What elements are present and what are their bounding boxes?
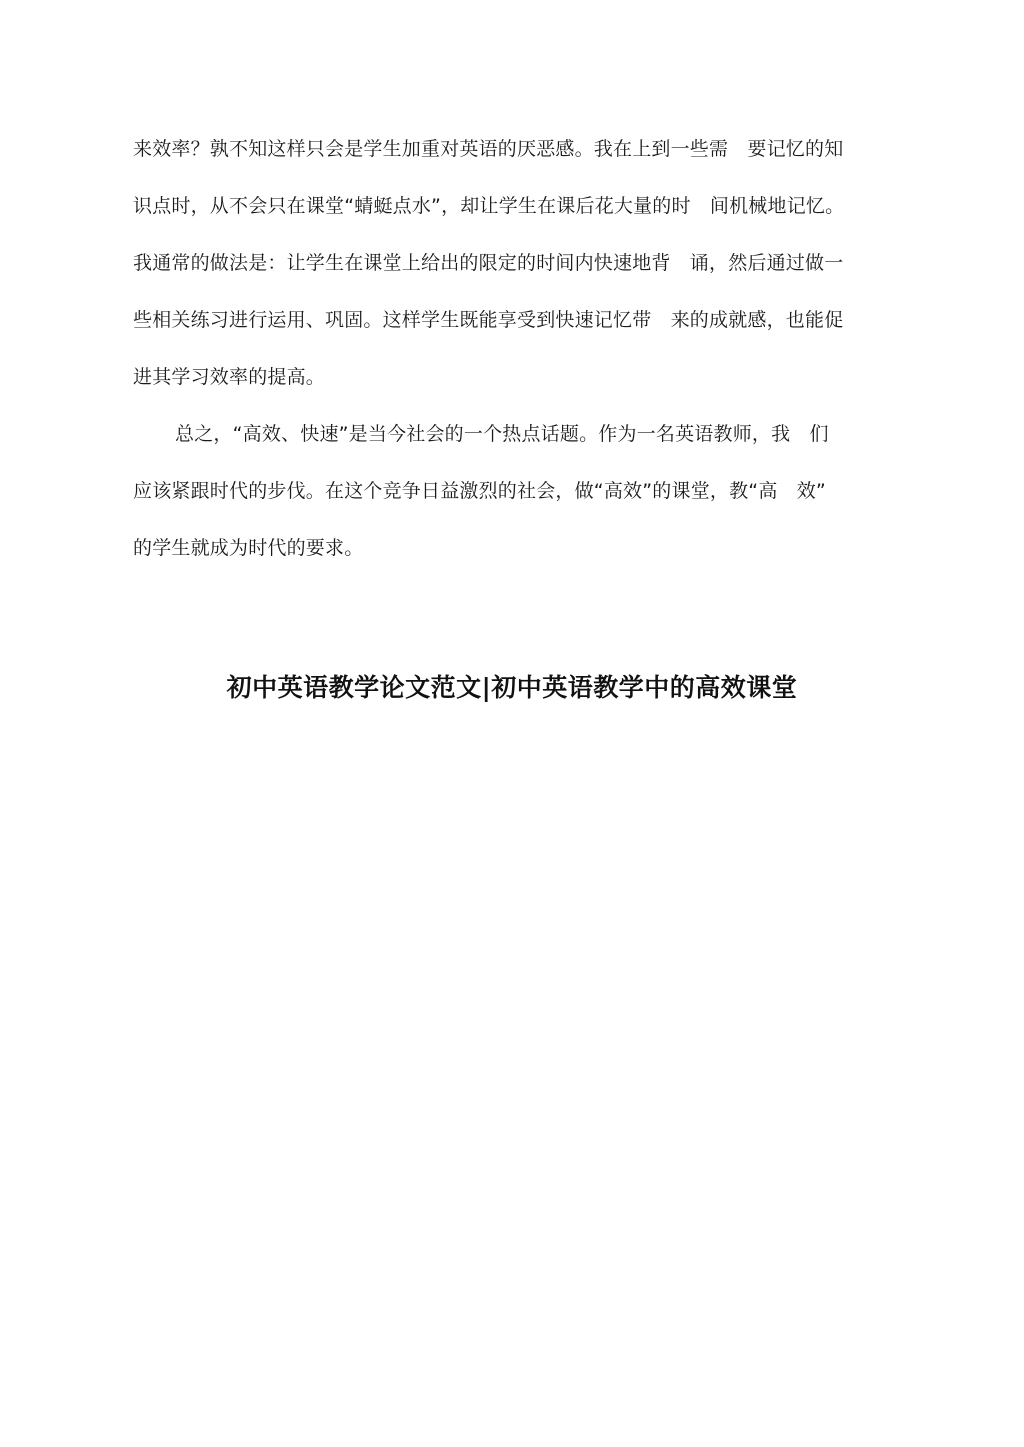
paragraph-line: 识点时，从不会只在课堂“蜻蜓点水”，却让学生在课后花大量的时 间机械地记忆。 (133, 195, 845, 217)
paragraph-line: 应该紧跟时代的步伐。在这个竞争日益激烈的社会，做“高效”的课堂，教“高 效” (133, 480, 826, 502)
paragraph-line: 些相关练习进行运用、巩固。这样学生既能享受到快速记忆带 来的成就感，也能促 (133, 309, 844, 331)
document-body (133, 121, 893, 577)
paragraph-line: 来效率？孰不知这样只会是学生加重对英语的厌恶感。我在上到一些需 要记忆的知 (133, 138, 844, 160)
paragraph-line: 我通常的做法是：让学生在课堂上给出的限定的时间内快速地背 诵，然后通过做一 (133, 252, 844, 274)
document-title: 初中英语教学论文范文|初中英语教学中的高效课堂 (226, 673, 798, 702)
paragraph-2 (133, 406, 893, 577)
paragraph-1 (133, 121, 893, 406)
paragraph-line: 进其学习效率的提高。 (133, 366, 326, 388)
paragraph-line: 的学生就成为时代的要求。 (133, 537, 364, 559)
paragraph-line: 总之，“高效、快速”是当今社会的一个热点话题。作为一名英语教师，我 们 (175, 423, 829, 445)
